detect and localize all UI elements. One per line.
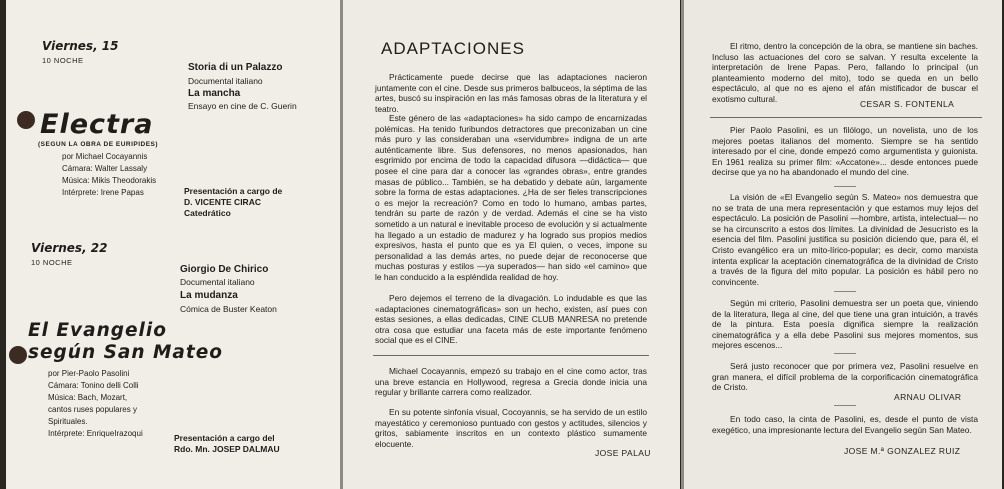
presenter-label: Presentación a cargo de (184, 186, 283, 196)
credit-line: Intérprete: Irene Papas (62, 188, 144, 197)
short-divider (834, 186, 856, 187)
adaptaciones-panel (343, 0, 680, 489)
punch-hole-top (17, 111, 35, 129)
credit-line: Cámara: Tonino delli Colli (48, 381, 139, 390)
page-title: ADAPTACIONES (381, 39, 525, 58)
feature-title-line: El Evangelio (28, 320, 167, 341)
short-divider (834, 353, 856, 354)
short2-title-2: La mudanza (180, 290, 238, 301)
time-day1: 10 NOCHE (42, 56, 84, 65)
credit-line: por Michael Cocayannis (62, 152, 148, 161)
credit-line: Cámara: Walter Lassaly (62, 164, 148, 173)
credit-line: Música: Bach, Mozart, (48, 393, 128, 402)
short-desc-1: Documental italiano (188, 76, 263, 86)
paragraph-sinfonia: En su potente sinfonía visual, Cocoyannis, se ha servido de un estilo mayestático y ceremonioso puntuado con gestos y actitudes, silencios y gritos, sabiamente inscritos en un contexto plástico sumamente elocuente. (375, 407, 647, 449)
presenter-name: D. VICENTE CIRAC (184, 197, 261, 207)
credit-line: Spirituales. (48, 417, 88, 426)
paragraph-reconocer: Será justo reconocer que por primera vez, Pasolini resuelve en gran manera, el difícil problema de la corporificación cinematográfica de Cristo. (712, 361, 978, 393)
credits-evangelio (48, 368, 143, 440)
paragraph-debate: Este género de las «adaptaciones» ha sido campo de encarnizadas polémicas. Ha tenido furibundos detractores que preconizaban un cine más puro y las consideraban una «servidumbre» indigna de un arte auténticamente libre. Sus defensores, no menos apasionados, han esgrimido por encima de todo la capacidad difusora —didáctica— que posee el cine para dar a conocer las «grandes obras», entre grandes masas de público... También, se ha debatido y debate aún, largamente sobre la forma de estas adaptaciones. ¿Ha de ser fieles transcripciones o es mejor la recreación? Como en todo lo humano, ambas partes, tendrán su parte de razón y de verdad. Además el cine se ha visto sometido a un natural e inevitable proceso de evolución y si actualmente ha llegado a un estadio de madurez y ha logrado sus propios medios expresivos, hasta el punto que es ya El quien, o veces, impone su personalidad a las demás artes, no puede dejar de reconocerse que muchas posturas y estilos —ya superados— han sido «el camino» que le han conducido a la espléndida realidad de hoy. (375, 113, 647, 282)
feature-title-electra: Electra (40, 109, 154, 140)
program-panel (6, 0, 340, 489)
credit-line: cantos ruses populares y (48, 405, 137, 414)
paragraph-criterio: Según mi criterio, Pasolini demuestra ser un poeta que, viniendo de la literatura, llega al cine, del que tiene una gran intuición, a través de la pintura. Esta poesía dignifica siempre la realización cinematográfica y a ella debe Pasolini sus mejores momentos, sus mejores escenos... (712, 298, 978, 351)
divider (710, 117, 982, 118)
signature-palau: JOSE PALAU (595, 448, 651, 458)
credits-electra (62, 151, 156, 199)
feature-title-line: según San Mateo (28, 342, 223, 363)
presenter-block-1 (184, 186, 282, 219)
presenter-name: Rdo. Mn. JOSEP DALMAU (174, 444, 280, 454)
date-friday-15: Viernes, 15 (42, 39, 119, 53)
time-day2: 10 NOCHE (31, 258, 73, 267)
short2-desc-1: Ensayo en cine de C. Guerin (188, 101, 297, 111)
short2-desc-2: Cómica de Buster Keaton (180, 304, 277, 314)
signature-fontenla: CESAR S. FONTENLA (860, 99, 955, 109)
credit-line: Intérprete: EnriqueIrazoqui (48, 429, 143, 438)
short-desc-2: Documental italiano (180, 277, 255, 287)
paragraph-exegetico: En todo caso, la cinta de Pasolini, es, desde el punto de vista exegético, una impresionante lectura del Evangelio según San Mateo. (712, 414, 978, 435)
date-friday-22: Viernes, 22 (31, 241, 108, 255)
divider (373, 355, 649, 356)
short-title-1: Storia di un Palazzo (188, 62, 283, 73)
paragraph-pasolini-bio: Pier Paolo Pasolini, es un filólogo, un novelista, uno de los mejores poetas italianos del momento. Siempre se ha sentido interesado por el cine, donde empezó como argumentista y guionista. En 1961 realiza su primer film: «Accatone»... desde entonces puede decirse que ya no ha abandonado el mundo del cine. (712, 125, 978, 178)
pasolini-panel (684, 0, 1002, 489)
credit-line: por Pier-Paolo Pasolini (48, 369, 130, 378)
presenter-role: Catedrático (184, 208, 231, 218)
feature-title-evangelio (28, 320, 223, 364)
paragraph-cineclub: Pero dejemos el terreno de la divagación. Lo indudable es que las «adaptaciones cinematográficas» son un hecho, existen, así pues con estas sesiones, a ellas dedicadas, CINE CLUB MANRESA no pretende otra cosa que estudiar una faceta más de este importante fenómeno social que es el CINE. (375, 293, 647, 346)
paragraph-cocayannis: Michael Cocayannis, empezó su trabajo en el cine como actor, tras una breve estancia en Hollywood, regresa a Grecia donde inicia una regular y brillante carrera como realizador. (375, 366, 647, 398)
short-title-2: Giorgio De Chirico (180, 264, 269, 275)
short-divider (834, 291, 856, 292)
paragraph-ritmo: El ritmo, dentro la concepción de la obra, se mantiene sin baches. Incluso las actuaciones del coro se salvan. Y resulta excelente la interpretación de Irene Papas. Pero, fallando lo principal (un planteamiento moderno del mito), todo se queda en un bello espectáculo, al que no es ajeno el afán mistificador de buscar el exotismo cultural. (712, 41, 978, 104)
credit-line: Música: Mikis Theodorakis (62, 176, 157, 185)
short2-title-1: La mancha (188, 88, 241, 99)
feature-subtitle-electra: (SEGUN LA OBRA DE EURIPIDES) (38, 141, 159, 148)
signature-olivar: ARNAU OLIVAR (894, 392, 962, 402)
punch-hole-bottom (9, 346, 27, 364)
paragraph-vision: La visión de «El Evangelio según S. Mateo» nos demuestra que no se trata de una mera representación y que estamos muy lejos del espectáculo. La posición de Pasolini —hombre, artista, intelectual— no se ha circunscrito a estos dos límites. La divinidad de Jesucristo es la esencia del film. Pasolini justifica su posición diciendo que, para él, el Cristo evangélico era un mito-lírico-popular; es decir, como marxista intenta explicar la aceptación cinematográfica de la divinidad de Cristo a través de la figura del mito popular. La posición es hábil pero no convincente. (712, 192, 978, 287)
presenter-block-2 (174, 433, 280, 455)
short-divider (834, 405, 856, 406)
paragraph-intro: Prácticamente puede decirse que las adaptaciones nacieron juntamente con el cine. Desde sus primeros balbuceos, la séptima de las artes, buscó su inspiración en las más famosas obras de la literatura y el teatro. (375, 72, 647, 114)
presenter-label: Presentación a cargo del (174, 433, 275, 443)
signature-gonzalez-ruiz: JOSE M.ª GONZALEZ RUIZ (844, 446, 961, 456)
